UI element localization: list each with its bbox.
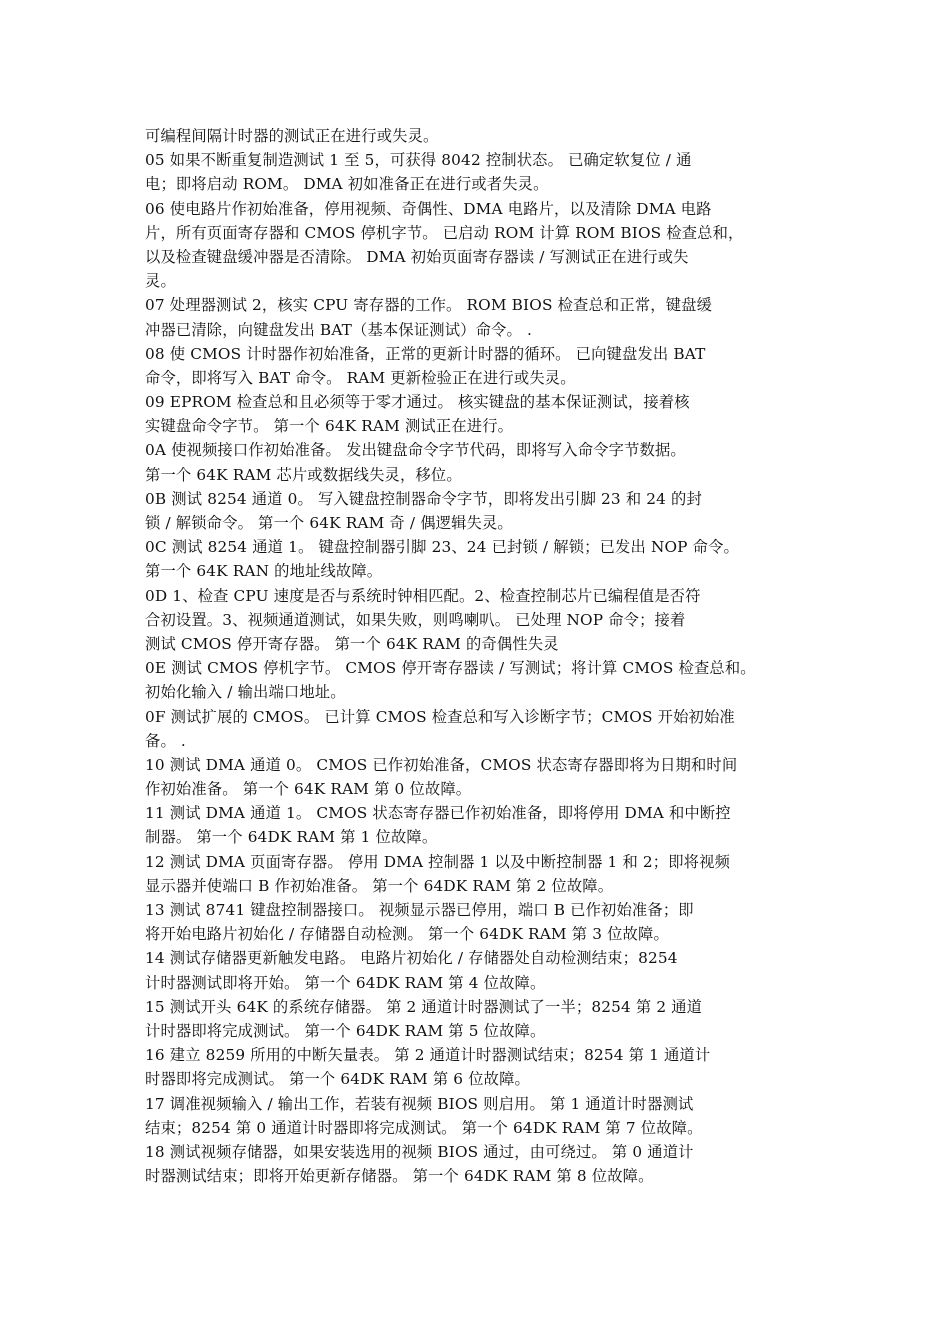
text-line: 实键盘命令字节。 第一个 64K RAM 测试正在进行。 bbox=[145, 417, 514, 436]
text-line: 锁 / 解锁命令。 第一个 64K RAM 奇 / 偶逻辑失灵。 bbox=[145, 514, 513, 532]
text-line: 制器。 第一个 64DK RAM 第 1 位故障。 bbox=[145, 828, 438, 847]
text-line: 15 测试开头 64K 的系统存储器。 第 2 通道计时器测试了一半；8254 第 2 通道 bbox=[145, 997, 703, 1016]
text-line: 计时器测试即将开始。 第一个 64DK RAM 第 4 位故障。 bbox=[145, 973, 546, 992]
text-line: 结束；8254 第 0 通道计时器即将完成测试。 第一个 64DK RAM 第 7 位故障。 bbox=[145, 1118, 703, 1137]
text-line: 0F 测试扩展的 CMOS。 已计算 CMOS 检查总和写入诊断字节；CMOS 开始初始准 bbox=[145, 707, 735, 726]
text-line: 时器测试结束；即将开始更新存储器。 第一个 64DK RAM 第 8 位故障。 bbox=[145, 1167, 654, 1186]
text-line: 合初设置。3、视频通道测试，如果失败，则鸣喇叭。 已处理 NOP 命令；接着 bbox=[145, 610, 686, 629]
text-line: 时器即将完成测试。 第一个 64DK RAM 第 6 位故障。 bbox=[145, 1070, 530, 1089]
text-line: 0E 测试 CMOS 停机字节。 CMOS 停开寄存器读 / 写测试；将计算 CMOS 检查总和。 bbox=[145, 659, 756, 678]
document-body bbox=[145, 124, 835, 1188]
text-line: 显示器并使端口 B 作初始准备。 第一个 64DK RAM 第 2 位故障。 bbox=[145, 876, 614, 895]
text-line: 17 调准视频输入 / 输出工作，若装有视频 BIOS 则启用。 第 1 通道计时器测试 bbox=[145, 1094, 694, 1113]
text-line: 初始化输入 / 输出端口地址。 bbox=[145, 683, 346, 702]
text-line: 16 建立 8259 所用的中断矢量表。 第 2 通道计时器测试结束；8254 第 1 通道计 bbox=[145, 1046, 711, 1065]
text-line: 冲器已清除，向键盘发出 BAT（基本保证测试）命令。 . bbox=[145, 320, 532, 339]
text-line: 测试 CMOS 停开寄存器。 第一个 64K RAM 的奇偶性失灵 bbox=[145, 634, 559, 653]
text-line: 将开始电路片初始化 / 存储器自动检测。 第一个 64DK RAM 第 3 位故障。 bbox=[145, 925, 669, 944]
text-line: 作初始准备。 第一个 64K RAM 第 0 位故障。 bbox=[145, 780, 472, 799]
text-line: 09 EPROM 检查总和且必须等于零才通过。 核实键盘的基本保证测试，接着核 bbox=[145, 393, 690, 412]
text-line: 05 如果不断重复制造测试 1 至 5，可获得 8042 控制状态。 已确定软复位 / 通 bbox=[145, 151, 692, 170]
text-line: 0D 1、检查 CPU 速度是否与系统时钟相匹配。2、检查控制芯片已编程值是否符 bbox=[145, 586, 701, 605]
text-line: 命令，即将写入 BAT 命令。 RAM 更新检验正在进行或失灵。 bbox=[145, 368, 576, 387]
text-line: 0A 使视频接口作初始准备。 发出键盘命令字节代码，即将写入命令字节数据。 bbox=[145, 441, 686, 460]
text-line: 14 测试存储器更新触发电路。 电路片初始化 / 存储器处自动检测结束；8254 bbox=[145, 949, 678, 968]
text-line: 片，所有页面寄存器和 CMOS 停机字节。 已启动 ROM 计算 ROM BIOS 检查总和， bbox=[145, 223, 744, 242]
text-line: 08 使 CMOS 计时器作初始准备，正常的更新计时器的循环。 已向键盘发出 BAT bbox=[145, 344, 706, 363]
text-line: 以及检查键盘缓冲器是否清除。 DMA 初始页面寄存器读 / 写测试正在进行或失 bbox=[145, 247, 689, 266]
text-line: 电；即将启动 ROM。 DMA 初如准备正在进行或者失灵。 bbox=[145, 175, 549, 194]
text-line: 第一个 64K RAN 的地址线故障。 bbox=[145, 562, 383, 581]
text-line: 第一个 64K RAM 芯片或数据线失灵，移位。 bbox=[145, 465, 462, 484]
text-line: 可编程间隔计时器的测试正在进行或失灵。 bbox=[145, 127, 439, 145]
text-line: 18 测试视频存储器，如果安装选用的视频 BIOS 通过，由可绕过。 第 0 通道计 bbox=[145, 1142, 694, 1161]
text-line: 10 测试 DMA 通道 0。 CMOS 已作初始准备，CMOS 状态寄存器即将为日期和时间 bbox=[145, 755, 738, 774]
text-line: 06 使电路片作初始准备，停用视频、奇偶性、DMA 电路片，以及清除 DMA 电路 bbox=[145, 199, 712, 218]
text-line: 灵。 bbox=[145, 272, 176, 291]
text-line: 0B 测试 8254 通道 0。 写入键盘控制器命令字节，即将发出引脚 23 和 24 的封 bbox=[145, 489, 702, 508]
text-line: 07 处理器测试 2，核实 CPU 寄存器的工作。 ROM BIOS 检查总和正常，键盘缓 bbox=[145, 296, 713, 315]
text-line: 11 测试 DMA 通道 1。 CMOS 状态寄存器已作初始准备，即将停用 DMA 和中断控 bbox=[145, 804, 731, 823]
text-line: 12 测试 DMA 页面寄存器。 停用 DMA 控制器 1 以及中断控制器 1 和 2；即将视频 bbox=[145, 852, 731, 871]
text-line: 计时器即将完成测试。 第一个 64DK RAM 第 5 位故障。 bbox=[145, 1021, 546, 1040]
text-line: 0C 测试 8254 通道 1。 键盘控制器引脚 23、24 已封锁 / 解锁；已发出 NOP 命令。 bbox=[145, 538, 739, 557]
text-line: 13 测试 8741 键盘控制器接口。 视频显示器已停用，端口 B 已作初始准备；即 bbox=[145, 901, 694, 919]
text-line: 备。 . bbox=[145, 731, 186, 750]
